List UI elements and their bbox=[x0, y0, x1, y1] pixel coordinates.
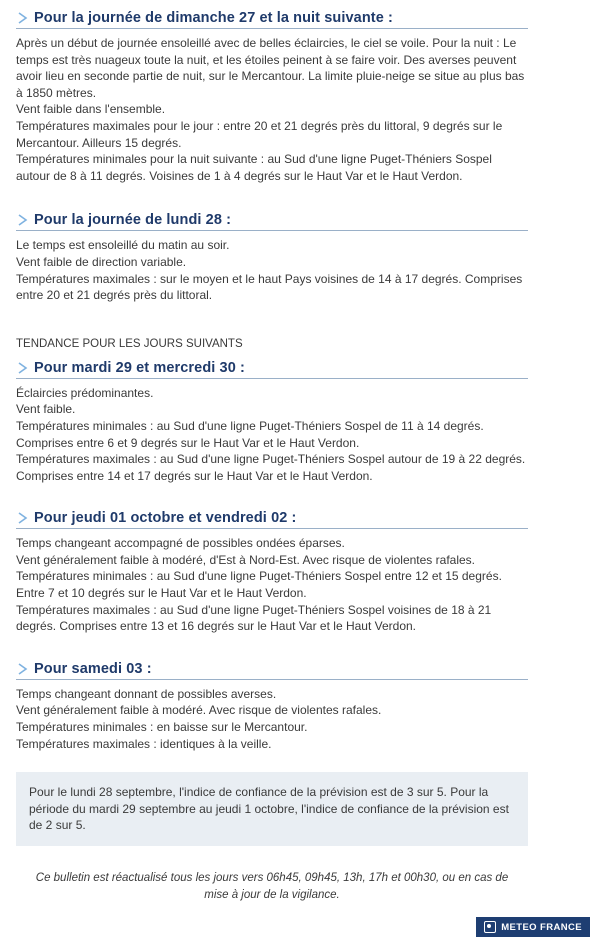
section-sunday bbox=[16, 10, 528, 184]
paragraph: Températures minimales : en baisse sur le Mercantour. bbox=[16, 720, 308, 735]
paragraph: Vent faible. bbox=[16, 402, 76, 417]
meteo-france-logo-icon bbox=[484, 921, 496, 933]
section-heading bbox=[16, 661, 528, 680]
section-heading bbox=[16, 212, 528, 231]
paragraph: Vent faible dans l'ensemble. bbox=[16, 102, 166, 117]
section-title: Pour jeudi 01 octobre et vendredi 02 : bbox=[34, 510, 297, 527]
paragraph: Éclaircies prédominantes. bbox=[16, 385, 154, 400]
trend-label: TENDANCE POUR LES JOURS SUIVANTS bbox=[16, 337, 243, 350]
update-note: Ce bulletin est réactualisé tous les jours vers 06h45, 09h45, 13h, 17h et 00h30, ou en cas de mise à jour de la vigilance. bbox=[35, 872, 509, 901]
paragraph: Températures maximales : au Sud d'une ligne Puget-Théniers Sospel autour de 19 à 22 degrés. Comprises entre 14 et 17 degrés sur le Haut Var et le Haut Verdon. bbox=[16, 452, 526, 483]
section-thu-fri bbox=[16, 510, 528, 635]
chevron-right-icon bbox=[16, 213, 30, 227]
meteo-france-logo[interactable] bbox=[476, 917, 590, 937]
paragraph: Temps changeant donnant de possibles averses. bbox=[16, 686, 277, 701]
section-title: Pour la journée de dimanche 27 et la nuit suivante : bbox=[34, 10, 393, 26]
paragraph: Le temps est ensoleillé du matin au soir. bbox=[16, 238, 230, 253]
paragraph: Températures minimales : au Sud d'une ligne Puget-Théniers Sospel de 11 à 14 degrés. Comprises entre 6 et 9 degrés sur le Haut Var et le Haut Verdon. bbox=[16, 418, 484, 450]
section-title: Pour samedi 03 : bbox=[34, 660, 152, 677]
section-title: Pour la journée de lundi 28 : bbox=[34, 212, 232, 229]
chevron-right-icon bbox=[16, 11, 30, 25]
section-heading bbox=[16, 10, 528, 29]
paragraph: Températures maximales pour le jour : entre 20 et 21 degrés près du littoral, 9 degrés sur le Mercantour. Ailleurs 15 degrés. bbox=[16, 118, 503, 150]
paragraph: Vent généralement faible à modéré. Avec risque de violentes rafales. bbox=[16, 703, 382, 718]
section-heading bbox=[16, 360, 528, 379]
section-heading bbox=[16, 510, 528, 529]
paragraph: Températures maximales : sur le moyen et le haut Pays voisines de 14 à 17 degrés. Comprises entre 20 et 21 degrés près du littoral. bbox=[16, 271, 523, 303]
paragraph: Vent généralement faible à modéré, d'Est à Nord-Est. Avec risque de violentes rafales. bbox=[16, 552, 475, 567]
forecast-bulletin bbox=[16, 10, 528, 903]
chevron-right-icon bbox=[16, 511, 30, 525]
brand-label: METEO FRANCE bbox=[501, 921, 582, 933]
paragraph: Températures minimales pour la nuit suivante : au Sud d'une ligne Puget-Théniers Sospel autour de 8 à 11 degrés. Voisines de 1 à 4 degrés sur le Haut Var et le Haut Verdon. bbox=[16, 152, 492, 183]
section-title: Pour mardi 29 et mercredi 30 : bbox=[34, 359, 245, 376]
confidence-box: Pour le lundi 28 septembre, l'indice de confiance de la prévision est de 3 sur 5. Pour la période du mardi 29 septembre au jeudi 1 octobre, l'indice de confiance de la prévision est de 2 sur 5. bbox=[16, 772, 528, 846]
paragraph: Vent faible de direction variable. bbox=[16, 254, 187, 269]
paragraph: Températures minimales : au Sud d'une ligne Puget-Théniers Sospel entre 12 et 15 degrés. Entre 7 et 10 degrés sur le Haut Var et le Haut Verdon. bbox=[16, 569, 502, 601]
paragraph: Après un début de journée ensoleillé avec de belles éclaircies, le ciel se voile. Pour la nuit : Le temps est très nuageux toute la nuit, et les étoiles peinent à se faire voir. Des averses peuvent avoir lieu en seconde partie de nuit, sur le Mercantour. La limite pluie-neige se situe au plus bas à 1850 mètres. bbox=[16, 36, 525, 100]
chevron-right-icon bbox=[16, 662, 30, 676]
section-tue-wed bbox=[16, 360, 528, 485]
paragraph: Températures maximales : au Sud d'une ligne Puget-Théniers Sospel voisines de 18 à 21 degrés. Comprises entre 13 et 16 degrés sur le Haut Var et le Haut Verdon. bbox=[16, 602, 492, 634]
section-monday bbox=[16, 212, 528, 303]
paragraph: Temps changeant accompagné de possibles ondées éparses. bbox=[16, 536, 345, 551]
paragraph: Températures maximales : identiques à la veille. bbox=[16, 736, 272, 751]
section-saturday bbox=[16, 661, 528, 752]
chevron-right-icon bbox=[16, 361, 30, 375]
